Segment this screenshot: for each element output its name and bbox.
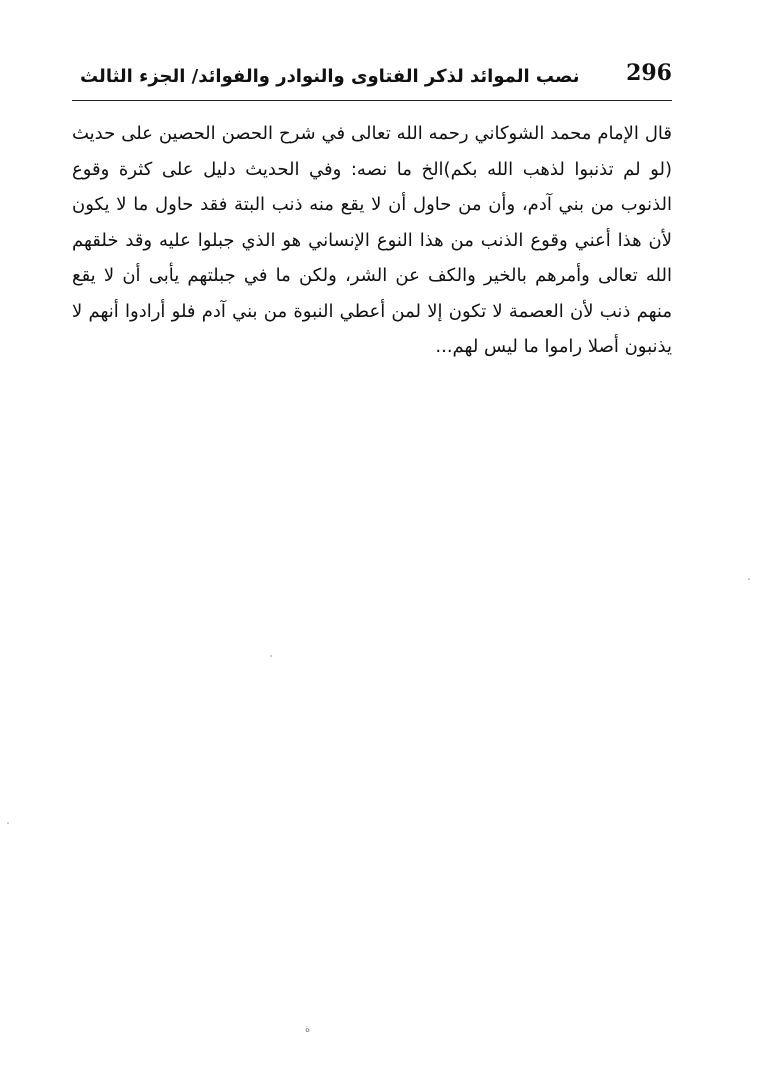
- page-number: 296: [626, 60, 672, 86]
- scan-speck: [270, 655, 272, 657]
- header-divider: [72, 100, 672, 101]
- scan-speck: [748, 578, 750, 580]
- running-title: نصب الموائد لذكر الفتاوى والنوادر والفوائد/ الجزء الثالث: [80, 66, 580, 87]
- bottom-mark: ة: [305, 1024, 311, 1035]
- paragraph: قال الإمام محمد الشوكاني رحمه الله تعالى في شرح الحصن الحصين على حديث (لو لم تذنبوا لذهب الله بكم)الخ ما نصه: وفي الحديث دليل على كثرة وقوع الذنوب من بني آدم، وأن من حاول أن لا يقع منه ذنب البتة فقد حاول ما لا يكون لأن هذا أعني وقوع الذنب من هذا النوع الإنساني هو الذي جبلوا عليه وقد خلقهم الله تعالى وأمرهم بالخير والكف عن الشر، ولكن ما في جبلتهم يأبى أن لا يقع منهم ذنب لأن العصمة لا تكون إلا لمن أعطي النبوة من بني آدم فلو أرادوا أنهم لا يذنبون أصلا راموا ما ليس لهم...: [72, 123, 672, 357]
- page-header: [72, 58, 672, 98]
- scan-speck: [7, 822, 9, 824]
- body-text: [72, 116, 672, 365]
